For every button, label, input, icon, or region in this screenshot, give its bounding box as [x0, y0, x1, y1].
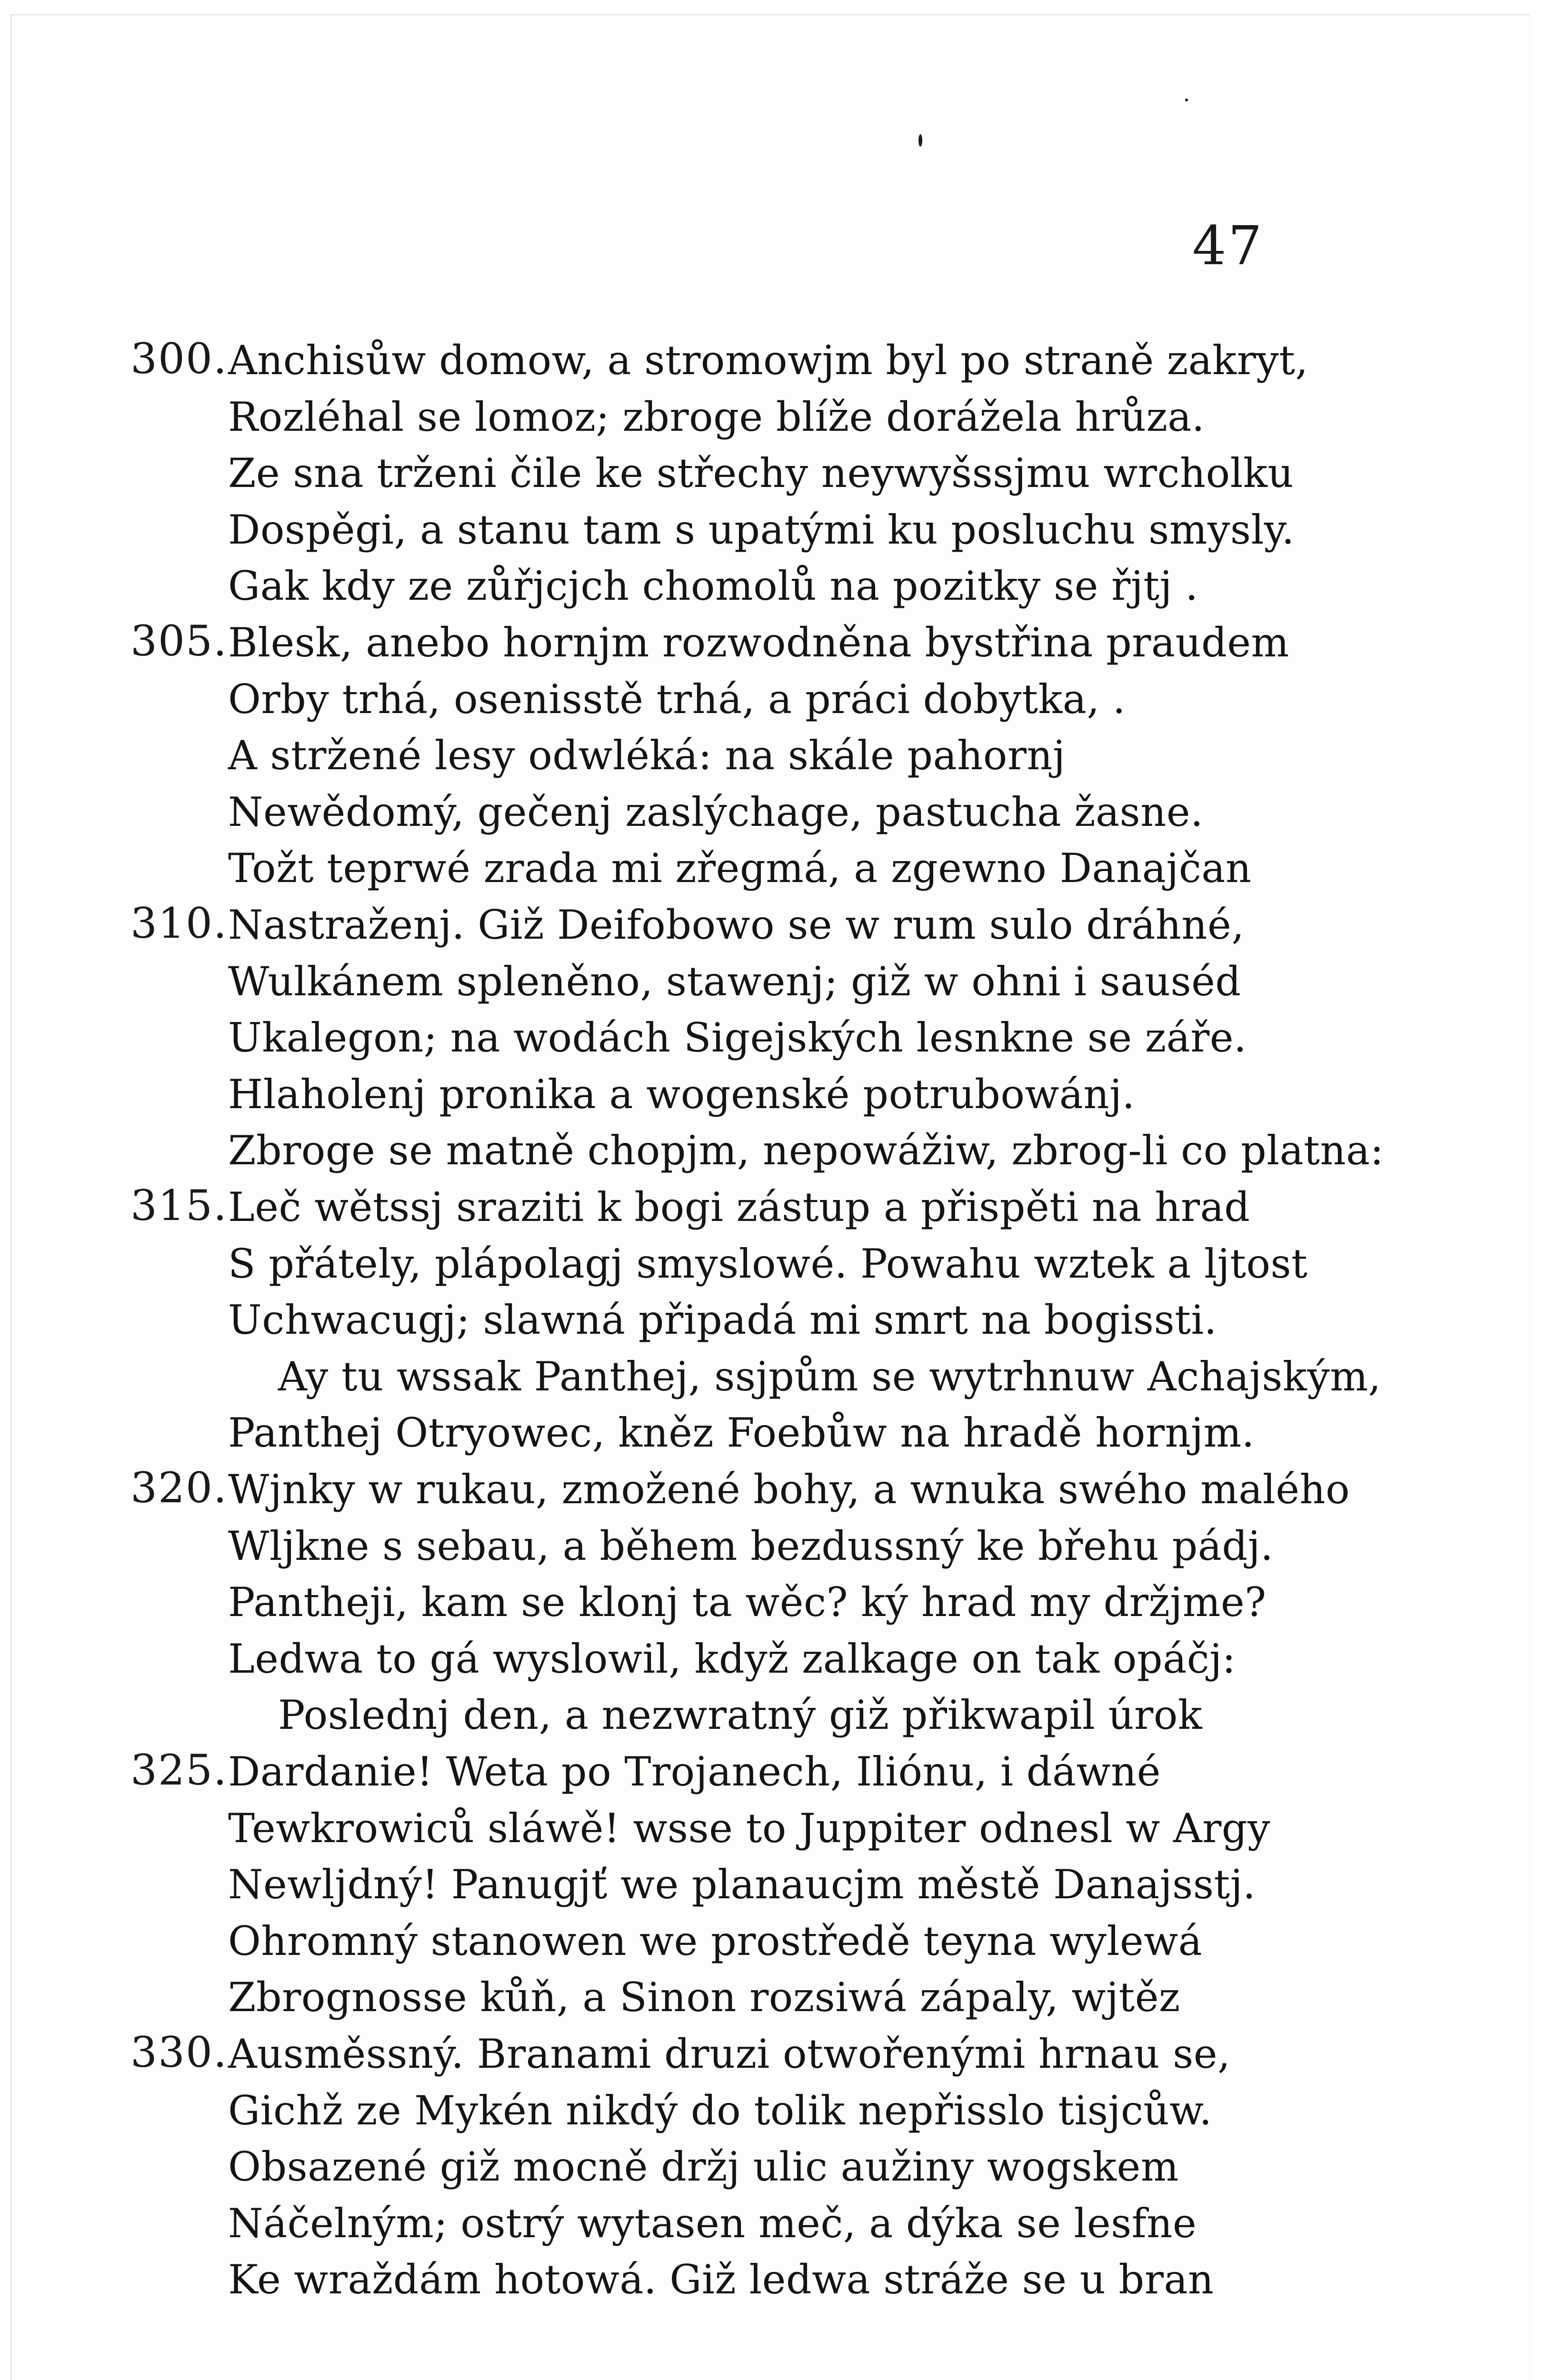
verse-text: Ausměssný. Branami druzi otwořenými hrnau se,	[228, 2031, 1231, 2077]
verse-line	[11, 729, 1530, 785]
verse-text: Tožt teprwé zrada mi zřegmá, a zgewno Danajčan	[228, 845, 1252, 892]
verse-line	[11, 1238, 1530, 1294]
verse-text: Ohromný stanowen we prostředě teyna wylewá	[228, 1918, 1203, 1964]
verse-text: Zbrognosse kůň, a Sinon rozsiwá zápaly, wjtěz	[228, 1974, 1180, 2021]
verse-text: A stržené lesy odwléká: na skále pahornj	[228, 732, 1066, 779]
verse-line	[11, 673, 1530, 729]
verse-text: Ze sna trženi čile ke střechy neywyšssjmu wrcholku	[228, 450, 1294, 496]
verse-number: 315.	[130, 1181, 228, 1230]
verse-line	[11, 1181, 1530, 1237]
verse-number: 310.	[130, 899, 228, 948]
verse-line	[11, 842, 1530, 898]
verse-text: Zbroge se matně chopjm, nepowážiw, zbrog-li co platna:	[228, 1127, 1384, 1174]
verse-text: Wjnky w rukau, zmožené bohy, a wnuka swého malého	[228, 1466, 1350, 1513]
verse-line	[11, 2253, 1530, 2310]
verse-line	[11, 2084, 1530, 2141]
verse-text: Ledwa to gá wyslowil, když zalkage on tak opáčj:	[228, 1636, 1236, 1682]
verse-text: Wljkne s sebau, a během bezdussný ke břehu pádj.	[228, 1523, 1274, 1569]
verse-line	[11, 447, 1530, 503]
verse-line	[11, 560, 1530, 616]
verse-text: Uchwacugj; slawná připadá mi smrt na bogissti.	[228, 1297, 1217, 1343]
ink-speck	[918, 134, 922, 147]
verse-text: Panthej Otryowec, kněz Foebůw na hradě hornjm.	[228, 1409, 1255, 1456]
verse-line	[11, 1858, 1530, 1914]
verse-line	[11, 1576, 1530, 1632]
verse-line	[11, 1689, 1530, 1745]
verse-text: Tewkrowiců sláwě! wsse to Juppiter odnesl w Argy	[228, 1805, 1271, 1852]
verse-text: Anchisůw domow, a stromowjm byl po straně zakryt,	[228, 337, 1308, 384]
verse-line	[11, 899, 1530, 955]
verse-text: Wulkánem spleněno, stawenj; giž w ohni i sauséd	[228, 958, 1241, 1005]
verse-line	[11, 1463, 1530, 1519]
verse-text: Leč wětssj sraziti k bogi zástup a přispěti na hrad	[228, 1184, 1250, 1230]
verse-line	[11, 391, 1530, 447]
verse-line	[11, 1068, 1530, 1124]
verse-text: Ke wraždám hotowá. Giž ledwa stráže se u bran	[228, 2256, 1214, 2303]
verse-text: Poslednj den, a nezwratný giž přikwapil úrok	[278, 1692, 1203, 1738]
verse-line	[11, 1971, 1530, 2027]
verse-number: 320.	[130, 1463, 228, 1512]
verse-line	[11, 1012, 1530, 1068]
verse-line	[11, 786, 1530, 842]
verse-number: 330.	[130, 2028, 228, 2077]
verse-text: Gichž ze Mykén nikdý do tolik nepřisslo tisjcůw.	[228, 2087, 1212, 2134]
verse-line	[11, 504, 1530, 560]
verse-number: 325.	[130, 1745, 228, 1795]
verse-line	[11, 334, 1530, 390]
verse-number: 300.	[130, 334, 228, 383]
verse-text: Rozléhal se lomoz; zbroge blíže dorážela hrůza.	[228, 394, 1205, 440]
verse-line	[11, 616, 1530, 673]
verse-number: 305.	[130, 616, 228, 665]
verse-line	[11, 2197, 1530, 2253]
verse-line	[11, 1407, 1530, 1463]
verse-text: S přátely, plápolagj smyslowé. Powahu wztek a ljtost	[228, 1240, 1308, 1287]
verse-text: Dospěgi, a stanu tam s upatými ku posluchu smysly.	[228, 506, 1295, 553]
verse-line	[11, 1520, 1530, 1576]
verse-line	[11, 2028, 1530, 2084]
verse-line	[11, 1294, 1530, 1350]
verse-line	[11, 1633, 1530, 1689]
verse-line	[11, 1745, 1530, 1802]
book-page	[10, 14, 1530, 2380]
verse-text: Gak kdy ze zůřjcjch chomolů na pozitky se řjtj .	[228, 563, 1198, 609]
verse-line	[11, 1124, 1530, 1180]
page-number: 47	[1192, 215, 1264, 277]
verse-text: Ukalegon; na wodách Sigejských lesnkne se záře.	[228, 1014, 1247, 1061]
verse-text: Pantheji, kam se klonj ta wěc? ký hrad my držjme?	[228, 1579, 1267, 1626]
verse-line	[11, 2141, 1530, 2197]
verse-line	[11, 1915, 1530, 1971]
verse-text: Newědomý, gečenj zaslýchage, pastucha žasne.	[228, 789, 1204, 835]
verse-text: Dardanie! Weta po Trojanech, Iliónu, i dáwné	[228, 1748, 1161, 1795]
verse-text: Náčelným; ostrý wytasen meč, a dýka se lesfne	[228, 2200, 1197, 2247]
verse-line	[11, 955, 1530, 1012]
verse-text: Hlaholenj pronika a wogenské potrubowánj.	[228, 1071, 1135, 1118]
verse-text: Orby trhá, osenisstě trhá, a práci dobytka, .	[228, 676, 1126, 723]
verse-text: Nastraženj. Giž Deifobowo se w rum sulo dráhné,	[228, 902, 1245, 948]
verse-text: Ay tu wssak Panthej, ssjpům se wytrhnuw Achajským,	[278, 1353, 1381, 1400]
verse-text: Newljdný! Panugjť we planaucjm městě Danajsstj.	[228, 1861, 1256, 1908]
ink-speck	[1185, 99, 1188, 101]
verse-line	[11, 1350, 1530, 1407]
verse-line	[11, 1802, 1530, 1858]
verse-text: Blesk, anebo hornjm rozwodněna bystřina praudem	[228, 619, 1289, 666]
verse-text: Obsazené giž mocně držj ulic aužiny wogskem	[228, 2143, 1179, 2190]
